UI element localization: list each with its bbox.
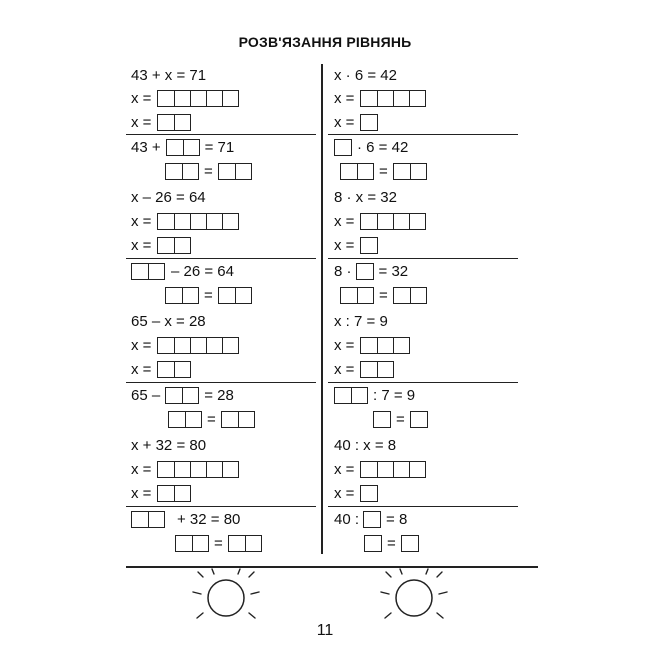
equation-text: 40 : x = 8 [334,436,397,454]
answer-row [131,111,191,133]
answer-row [131,482,191,504]
answer-row [334,358,394,380]
answer-row [334,482,378,504]
equation-text: x + 32 = 80 [131,436,207,454]
equals-sign: = [214,534,223,552]
equation-text: x – 26 = 64 [131,188,206,206]
answer-row [131,234,191,256]
page-number: 11 [316,622,334,639]
answer-boxes[interactable] [360,337,410,354]
check-tail: – 26 = 64 [171,262,234,280]
answer-row [334,334,410,356]
check-boxes[interactable] [334,139,352,156]
check-head: 65 – [131,386,161,404]
check-tail: = 71 [204,138,235,156]
check-boxes[interactable] [363,511,381,528]
check-boxes[interactable] [165,163,199,180]
equation [131,434,206,456]
equals-sign: = [207,410,216,428]
equals-sign: = [396,410,405,428]
x-equals: x = [334,113,355,131]
check-tail: + 32 = 80 [177,510,241,528]
answer-row [334,210,426,232]
answer-boxes[interactable] [157,461,239,478]
answer-boxes[interactable] [157,213,239,230]
x-equals: x = [334,236,355,254]
answer-row [334,234,378,256]
answer-row [131,458,239,480]
x-equals: x = [131,460,152,478]
check-head: 40 : [334,510,360,528]
check-boxes[interactable] [340,163,374,180]
answer-row [131,210,239,232]
check-boxes[interactable] [166,139,200,156]
equation [334,434,396,456]
check-boxes[interactable] [401,535,419,552]
answer-boxes[interactable] [157,337,239,354]
check-result-row [373,408,428,430]
answer-boxes[interactable] [360,461,426,478]
check-boxes[interactable] [373,411,391,428]
x-equals: x = [131,89,152,107]
answer-boxes[interactable] [360,213,426,230]
equals-sign: = [387,534,396,552]
check-boxes[interactable] [165,287,199,304]
answer-boxes[interactable] [157,114,191,131]
check-boxes[interactable] [393,163,427,180]
x-equals: x = [131,236,152,254]
check-boxes[interactable] [221,411,255,428]
check-row [334,384,415,406]
check-row [131,384,234,406]
answer-row [131,334,239,356]
equation-text: 43 + x = 71 [131,66,207,84]
x-equals: x = [131,336,152,354]
x-equals: x = [131,113,152,131]
check-result-row [340,160,427,182]
x-equals: x = [334,212,355,230]
check-result-row [165,160,252,182]
answer-row [131,87,239,109]
equals-sign: = [379,162,388,180]
answer-row [131,358,191,380]
check-boxes[interactable] [131,511,165,528]
check-boxes[interactable] [393,287,427,304]
check-tail: = 8 [386,510,408,528]
check-result-row [364,532,419,554]
check-tail: · 6 = 42 [357,138,409,156]
answer-boxes[interactable] [157,90,239,107]
check-boxes[interactable] [218,163,252,180]
check-row [334,260,408,282]
check-boxes[interactable] [334,387,368,404]
check-boxes[interactable] [356,263,374,280]
x-equals: x = [334,336,355,354]
x-equals: x = [131,484,152,502]
check-result-row [168,408,255,430]
check-result-row [340,284,427,306]
check-row [334,136,408,158]
equals-sign: = [204,162,213,180]
page-title: РОЗВ'ЯЗАННЯ РІВНЯНЬ [238,34,412,50]
check-boxes[interactable] [340,287,374,304]
check-boxes[interactable] [168,411,202,428]
answer-boxes[interactable] [360,114,378,131]
check-result-row [175,532,262,554]
equation-text: x : 7 = 9 [334,312,388,330]
check-tail: : 7 = 9 [373,386,416,404]
equation-text: x · 6 = 42 [334,66,397,84]
answer-boxes[interactable] [360,485,378,502]
check-head: 8 · [334,262,352,280]
column-divider [321,64,323,554]
equals-sign: = [379,286,388,304]
check-tail: = 28 [204,386,234,404]
check-boxes[interactable] [410,411,428,428]
equation [334,310,388,332]
check-boxes[interactable] [218,287,252,304]
check-result-row [165,284,252,306]
check-head: 43 + [131,138,161,156]
equals-sign: = [204,286,213,304]
check-row [131,136,234,158]
equation [334,186,397,208]
answer-boxes[interactable] [360,237,378,254]
answer-boxes[interactable] [157,361,191,378]
equation [334,64,397,86]
x-equals: x = [334,89,355,107]
answer-boxes[interactable] [157,237,191,254]
answer-boxes[interactable] [360,361,394,378]
check-row [334,508,407,530]
equation-text: 65 – x = 28 [131,312,206,330]
check-row [131,260,234,282]
x-equals: x = [334,360,355,378]
equation-text: 8 · x = 32 [334,188,397,206]
x-equals: x = [334,460,355,478]
answer-boxes[interactable] [157,485,191,502]
answer-row [334,458,426,480]
check-boxes[interactable] [228,535,262,552]
equation [131,186,206,208]
check-boxes[interactable] [175,535,209,552]
check-boxes[interactable] [131,263,165,280]
x-equals: x = [334,484,355,502]
x-equals: x = [131,360,152,378]
check-boxes[interactable] [364,535,382,552]
answer-row [334,87,426,109]
answer-row [334,111,378,133]
x-equals: x = [131,212,152,230]
check-boxes[interactable] [165,387,199,404]
answer-boxes[interactable] [360,90,426,107]
check-tail: = 32 [378,262,409,280]
check-row [131,508,240,530]
equation [131,64,206,86]
equation [131,310,206,332]
